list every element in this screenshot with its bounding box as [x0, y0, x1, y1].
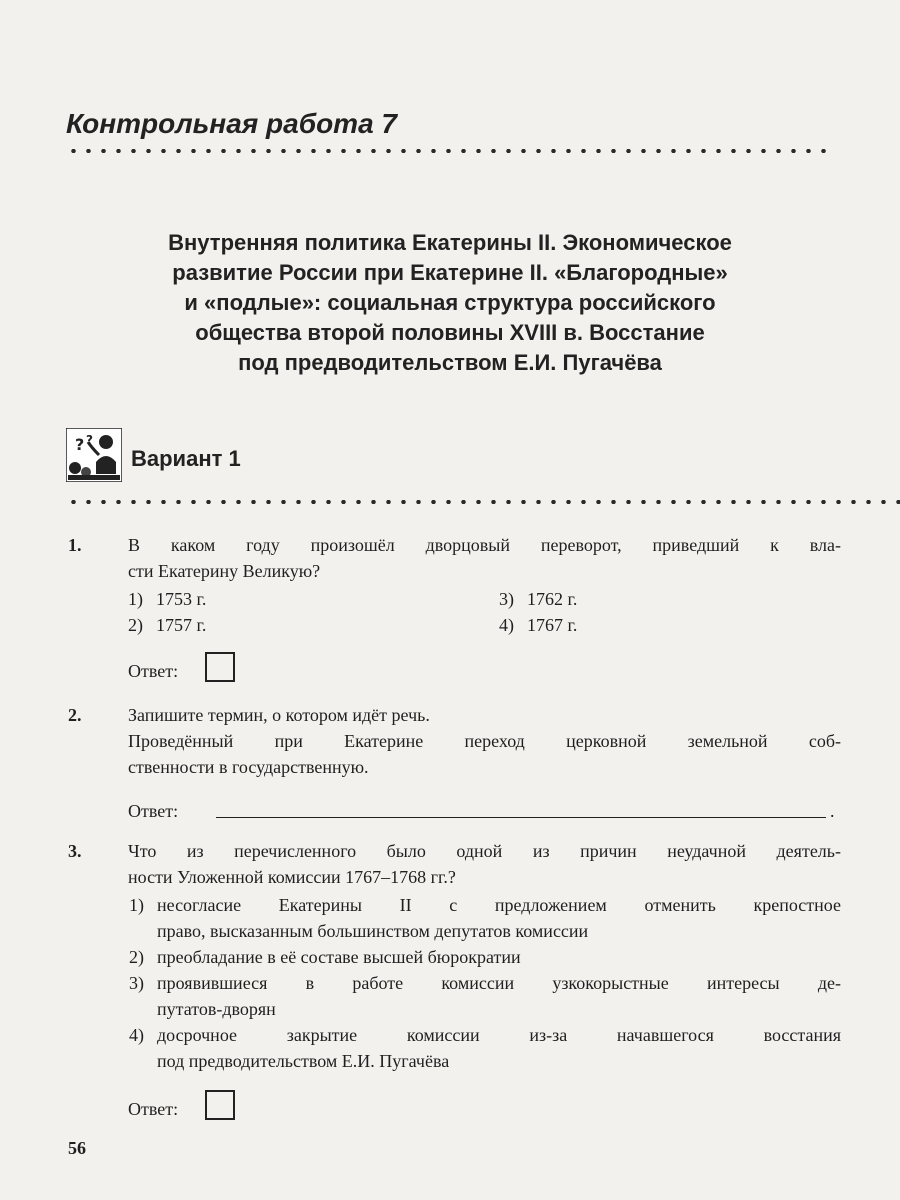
answer-row: [128, 652, 841, 686]
question-number: 1.: [68, 535, 82, 555]
question-number: 3.: [68, 841, 82, 861]
svg-text:?: ?: [86, 433, 93, 447]
topic-line: общества второй половины XVIII в. Восстание: [195, 320, 705, 345]
question-body: [128, 838, 841, 1124]
option-2: 2) преобладание в её составе высшей бюрократии: [129, 947, 521, 967]
question-intro: Запишите термин, о котором идёт речь.: [128, 705, 430, 725]
option-2: 2) 1757 г.: [128, 615, 207, 635]
answer-row: [128, 1090, 841, 1124]
page-number: 56: [68, 1138, 86, 1158]
topic-heading: [50, 228, 850, 378]
answer-label: Ответ:: [128, 801, 179, 821]
answer-box[interactable]: [205, 652, 235, 682]
thinking-person-icon: [66, 428, 122, 482]
svg-text:?: ?: [75, 435, 85, 454]
answer-line-end: .: [830, 801, 835, 821]
work-title: Контрольная работа 7: [66, 108, 397, 139]
question-number: 2.: [68, 705, 82, 725]
option-4: 4) 1767 г.: [499, 615, 578, 635]
options-list: [128, 892, 841, 1074]
topic-line: под предводительством Е.И. Пугачёва: [238, 350, 662, 375]
options-grid: [128, 586, 841, 638]
question-text-line: ности Уложенной комиссии 1767–1768 гг.?: [128, 867, 456, 887]
dotted-divider-top: [66, 149, 836, 153]
question-text-line: Проведённый при Екатерине переход церковной земельной соб-: [128, 731, 841, 751]
option-4: 4) досрочное закрытие комиссии из-за начавшегося восстания под предводительством Е.И. Пугачёва: [129, 1025, 841, 1071]
question-text-line: Что из перечисленного было одной из причин неудачной деятель-: [128, 841, 841, 861]
question-text-line: ственности в государственную.: [128, 757, 369, 777]
dotted-divider-variant: [66, 500, 900, 504]
option-1: 1) несогласие Екатерины II с предложением отменить крепостное право, высказанным большинством депутатов комиссии: [129, 895, 841, 941]
question-body: [128, 702, 841, 826]
question-body: [128, 532, 841, 686]
option-1: 1) 1753 г.: [128, 589, 207, 609]
answer-line-field[interactable]: [216, 817, 826, 818]
answer-row: [128, 792, 841, 826]
answer-box[interactable]: [205, 1090, 235, 1120]
answer-label: Ответ:: [128, 661, 179, 681]
variant-title: Вариант 1: [131, 446, 241, 471]
answer-label: Ответ:: [128, 1099, 179, 1119]
question-text-line: сти Екатерину Великую?: [128, 561, 321, 581]
question-text-line: В каком году произошёл дворцовый переворот, приведший к вла-: [128, 535, 841, 555]
topic-line: развитие России при Екатерине II. «Благородные»: [172, 260, 728, 285]
topic-line: и «подлые»: социальная структура российского: [184, 290, 716, 315]
topic-line: Внутренняя политика Екатерины II. Экономическое: [168, 230, 732, 255]
option-3: 3) проявившиеся в работе комиссии узкокорыстные интересы де- путатов-дворян: [129, 973, 841, 1019]
option-3: 3) 1762 г.: [499, 589, 578, 609]
